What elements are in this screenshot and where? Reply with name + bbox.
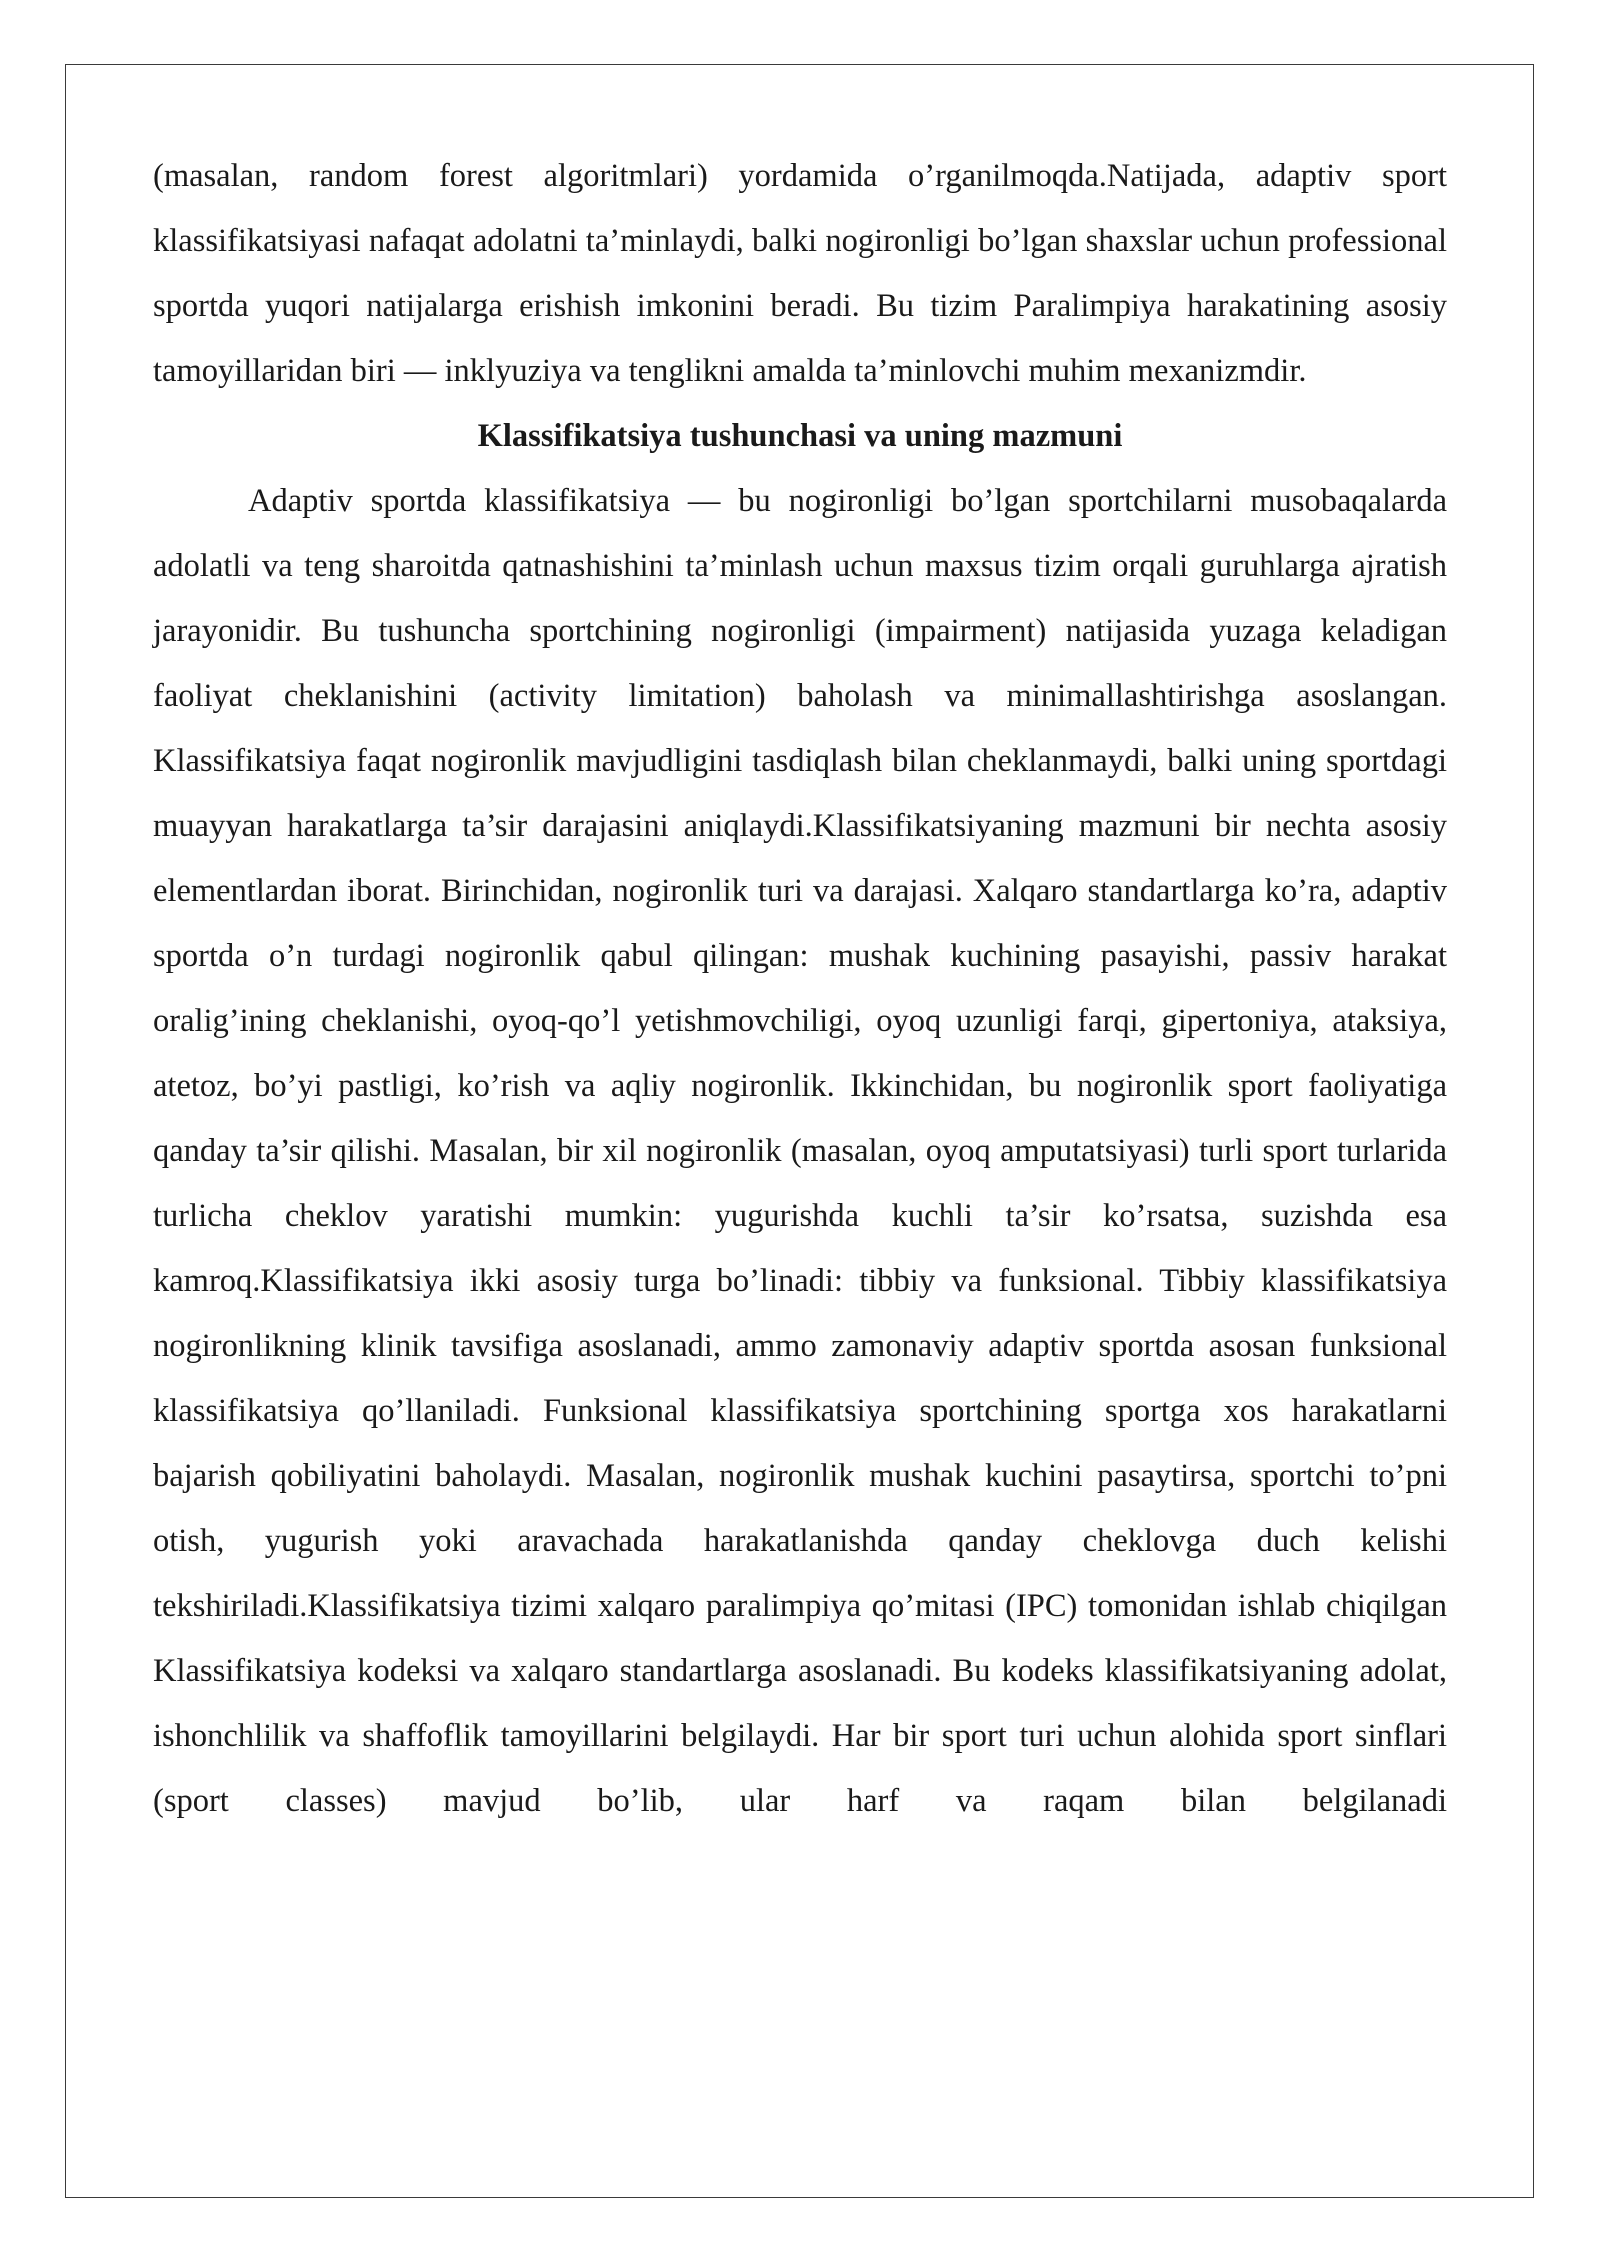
document-body: [153, 144, 1447, 1834]
intro-paragraph: (masalan, random forest algoritmlari) yordamida o’rganilmoqda.Natijada, adaptiv sport klassifikatsiyasi nafaqat adolatni ta’minlaydi, balki nogironligi bo’lgan shaxslar uchun professional sportda yuqori natijalarga erishish imkonini beradi. Bu tizim Paralimpiya harakatining asosiy tamoyillaridan biri — inklyuziya va tenglikni amalda ta’minlovchi muhim mexanizmdir.: [153, 158, 1447, 389]
main-paragraph: Adaptiv sportda klassifikatsiya — bu nogironligi bo’lgan sportchilarni musobaqalarda adolatli va teng sharoitda qatnashishini ta’minlash uchun maxsus tizim orqali guruhlarga ajratish jarayonidir. Bu tushuncha sportchining nogironligi (impairment) natijasida yuzaga keladigan faoliyat cheklanishini (activity limitation) baholash va minimallashtirishga asoslangan. Klassifikatsiya faqat nogironlik mavjudligini tasdiqlash bilan cheklanmaydi, balki uning sportdagi muayyan harakatlarga ta’sir darajasini aniqlaydi.Klassifikatsiyaning mazmuni bir nechta asosiy elementlardan iborat. Birinchidan, nogironlik turi va darajasi. Xalqaro standartlarga ko’ra, adaptiv sportda o’n turdagi nogironlik qabul qilingan: mushak kuchining pasayishi, passiv harakat oralig’ining cheklanishi, oyoq-qo’l yetishmovchiligi, oyoq uzunligi farqi, gipertoniya, ataksiya, atetoz, bo’yi pastligi, ko’rish va aqliy nogironlik. Ikkinchidan, bu nogironlik sport faoliyatiga qanday ta’sir qilishi. Masalan, bir xil nogironlik (masalan, oyoq amputatsiyasi) turli sport turlarida turlicha cheklov yaratishi mumkin: yugurishda kuchli ta’sir ko’rsatsa, suzishda esa kamroq.Klassifikatsiya ikki asosiy turga bo’linadi: tibbiy va funksional. Tibbiy klassifikatsiya nogironlikning klinik tavsifiga asoslanadi, ammo zamonaviy adaptiv sportda asosan funksional klassifikatsiya qo’llaniladi. Funksional klassifikatsiya sportchining sportga xos harakatlarni bajarish qobiliyatini baholaydi. Masalan, nogironlik mushak kuchini pasaytirsa, sportchi to’pni otish, yugurish yoki aravachada harakatlanishda qanday cheklovga duch kelishi tekshiriladi.Klassifikatsiya tizimi xalqaro paralimpiya qo’mitasi (IPC) tomonidan ishlab chiqilgan Klassifikatsiya kodeksi va xalqaro standartlarga asoslanadi. Bu kodeks klassifikatsiyaning adolat, ishonchlilik va shaffoflik tamoyillarini belgilaydi. Har bir sport turi uchun alohida sport sinflari (sport classes) mavjud bo’lib, ular harf va raqam bilan belgilanadi: [153, 483, 1447, 1819]
section-heading: Klassifikatsiya tushunchasi va uning mazmuni: [477, 418, 1123, 454]
